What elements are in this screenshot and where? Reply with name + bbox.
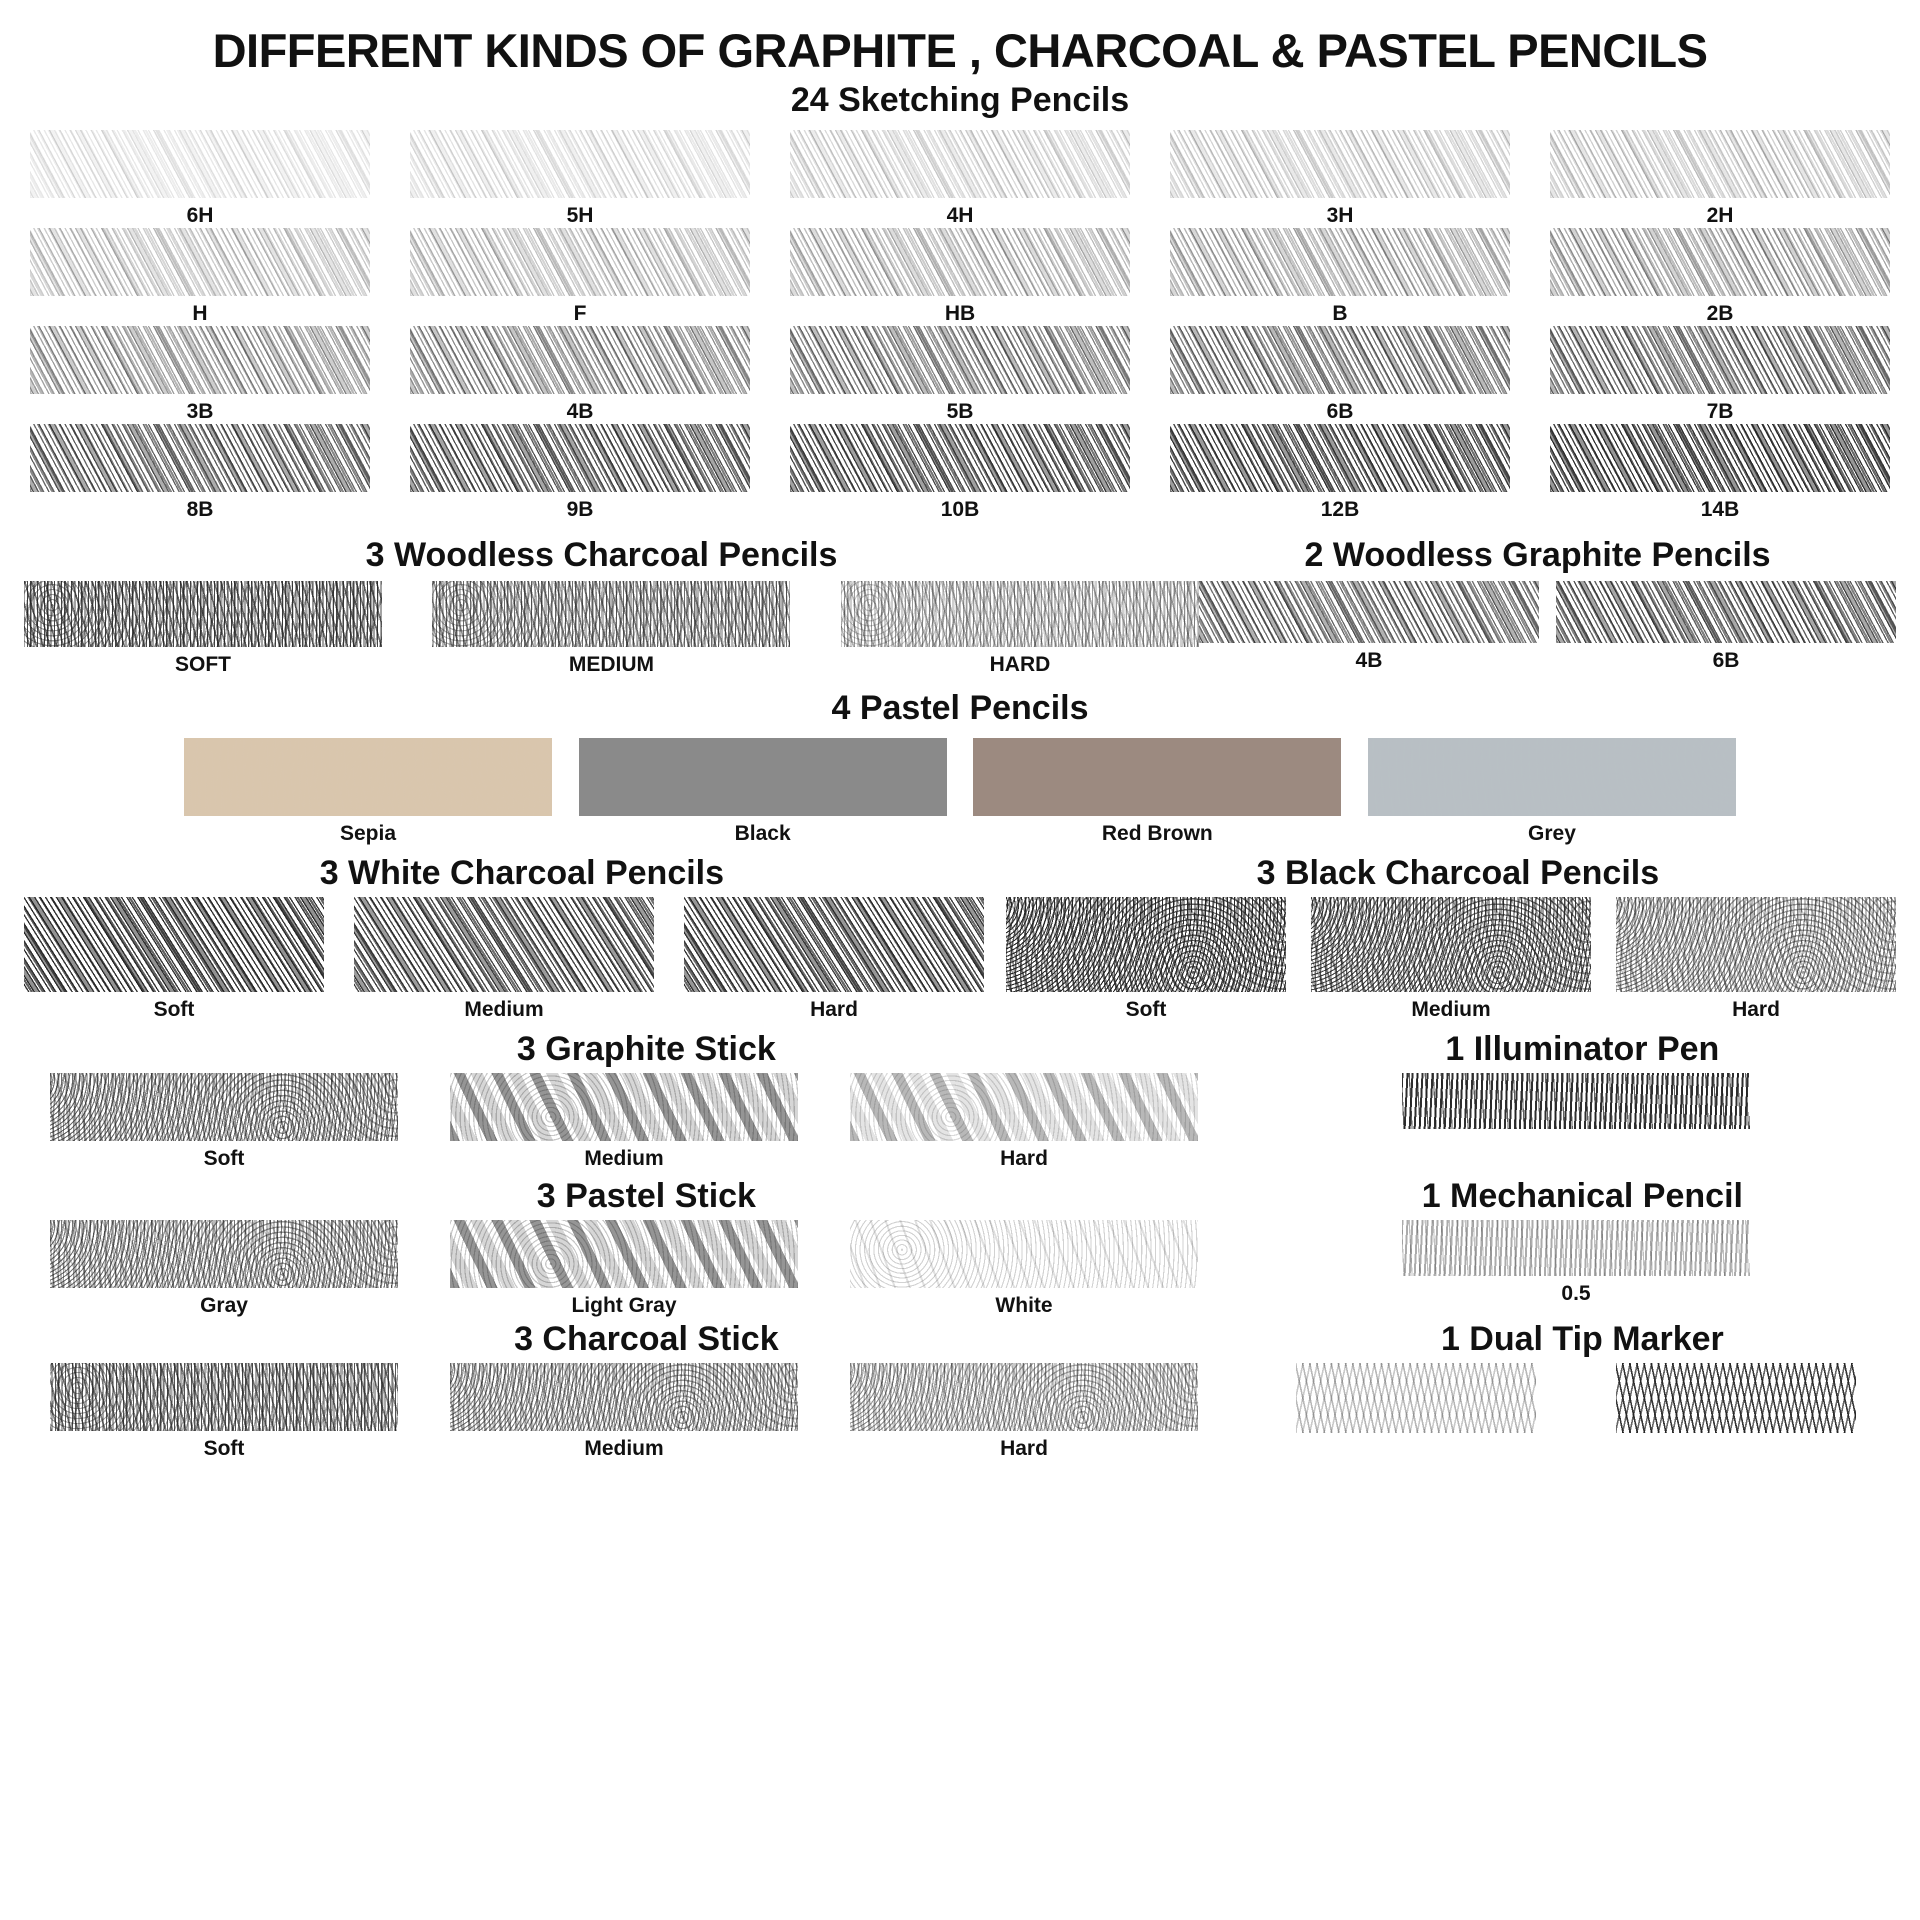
swatch-label: Sepia (339, 822, 397, 846)
pastel-stick-items (24, 1220, 1224, 1318)
swatch-cell (30, 424, 370, 522)
swatch-cell (1170, 228, 1510, 326)
swatch-cell (410, 228, 750, 326)
swatch-cell (1402, 1220, 1750, 1306)
swatch-pastel-sepia (184, 738, 552, 816)
swatch-charcoal-stick-soft (50, 1363, 398, 1431)
charcoal-pencil-headings (24, 854, 1896, 893)
swatch-10b (790, 424, 1130, 492)
swatch-label: 12B (1320, 498, 1360, 522)
swatch-label: Medium (1411, 998, 1491, 1022)
swatch-cell (30, 130, 370, 228)
swatch-label: Black (734, 822, 791, 846)
swatch-4h (790, 130, 1130, 198)
sketching-grid-row-2 (24, 228, 1896, 326)
swatch-cell (850, 1220, 1198, 1318)
swatch-2h (1550, 130, 1890, 198)
swatch-cell (450, 1220, 798, 1318)
swatch-label: 6H (186, 204, 214, 228)
swatch-label: 5B (946, 400, 974, 424)
swatch-woodless-charcoal-hard (841, 581, 1199, 647)
charcoal-pencil-row (24, 897, 1896, 1022)
section-title-black-charcoal: 3 Black Charcoal Pencils (1256, 854, 1660, 893)
swatch-b (1170, 228, 1510, 296)
white-charcoal-items (24, 897, 984, 1022)
swatch-cell (790, 228, 1130, 326)
swatch-black-charcoal-medium (1311, 897, 1591, 992)
woodless-row (24, 581, 1896, 677)
swatch-cell (1368, 738, 1736, 846)
swatch-label: 6B (1712, 649, 1740, 673)
swatch-label: 0.5 (1561, 1282, 1591, 1306)
section-title-graphite-stick: 3 Graphite Stick (516, 1030, 776, 1069)
section-title-sketching: 24 Sketching Pencils (790, 81, 1130, 120)
swatch-cell (1550, 228, 1890, 326)
swatch-cell (30, 326, 370, 424)
swatch-cell (790, 424, 1130, 522)
swatch-cell (50, 1363, 398, 1461)
graphite-stick-items (24, 1073, 1224, 1171)
section-sketching-pencils (24, 81, 1896, 522)
swatch-cell (841, 581, 1199, 677)
swatch-label: Soft (203, 1147, 245, 1171)
section-title-white-charcoal: 3 White Charcoal Pencils (319, 854, 725, 893)
swatch-4b (410, 326, 750, 394)
swatch-label: Medium (584, 1437, 664, 1461)
swatch-pastel-red-brown (973, 738, 1341, 816)
swatch-cell (450, 1363, 798, 1461)
swatch-graphite-stick-hard (850, 1073, 1198, 1141)
swatch-cell (50, 1073, 398, 1171)
swatch-cell (450, 1073, 798, 1171)
swatch-label: F (573, 302, 587, 326)
woodless-charcoal-items (24, 581, 1199, 677)
swatch-hb (790, 228, 1130, 296)
section-title-charcoal-stick: 3 Charcoal Stick (514, 1320, 779, 1359)
swatch-label: 3H (1326, 204, 1354, 228)
mechanical-pencil-items (1256, 1220, 1896, 1306)
section-title-mechanical-pencil: 1 Mechanical Pencil (1421, 1177, 1743, 1216)
swatch-label: 4B (1355, 649, 1383, 673)
swatch-charcoal-stick-hard (850, 1363, 1198, 1431)
woodless-headings (24, 536, 1896, 575)
swatch-h (30, 228, 370, 296)
swatch-14b (1550, 424, 1890, 492)
swatch-white-charcoal-soft (24, 897, 324, 992)
graphite-stick-row (24, 1073, 1896, 1171)
illuminator-pen-items (1256, 1073, 1896, 1129)
swatch-label: 3B (186, 400, 214, 424)
swatch-label: 2B (1706, 302, 1734, 326)
swatch-white-charcoal-hard (684, 897, 984, 992)
swatch-label: 9B (566, 498, 594, 522)
swatch-woodless-charcoal-medium (432, 581, 790, 647)
section-title-woodless-charcoal: 3 Woodless Charcoal Pencils (365, 536, 838, 575)
swatch-label: 5H (566, 204, 594, 228)
swatch-cell (410, 424, 750, 522)
swatch-pastel-stick-gray (50, 1220, 398, 1288)
black-charcoal-items (1006, 897, 1896, 1022)
swatch-cell (24, 581, 382, 677)
swatch-label: Red Brown (1101, 822, 1213, 846)
sketching-grid-row-4 (24, 424, 1896, 522)
swatch-cell (30, 228, 370, 326)
swatch-cell (410, 130, 750, 228)
swatch-label: Medium (464, 998, 544, 1022)
swatch-black-charcoal-soft (1006, 897, 1286, 992)
sketching-grid-row-1 (24, 130, 1896, 228)
swatch-label: Soft (203, 1437, 245, 1461)
section-title-pastel-pencils: 4 Pastel Pencils (831, 689, 1089, 728)
swatch-cell (1556, 581, 1896, 673)
swatch-pastel-stick-light-gray (450, 1220, 798, 1288)
section-title-illuminator-pen: 1 Illuminator Pen (1445, 1030, 1720, 1069)
swatch-label: Hard (1000, 1147, 1048, 1171)
swatch-dual-tip-marker-broad (1616, 1363, 1856, 1433)
swatch-label: White (995, 1294, 1053, 1318)
swatch-cell (1550, 424, 1890, 522)
swatch-pastel-stick-white (850, 1220, 1198, 1288)
swatch-6b (1170, 326, 1510, 394)
woodless-graphite-items (1199, 581, 1896, 673)
swatch-illuminator-pen (1402, 1073, 1750, 1129)
swatch-label: Grey (1528, 822, 1576, 846)
swatch-cell (1170, 424, 1510, 522)
swatch-cell (1311, 897, 1591, 1022)
swatch-cell (1550, 130, 1890, 228)
swatch-label: Soft (1125, 998, 1167, 1022)
swatch-cell (790, 326, 1130, 424)
swatch-cell (1006, 897, 1286, 1022)
swatch-label: Soft (153, 998, 195, 1022)
swatch-cell (432, 581, 790, 677)
swatch-label: Light Gray (571, 1294, 677, 1318)
swatch-label: 2H (1706, 204, 1734, 228)
swatch-cell (973, 738, 1341, 846)
charcoal-stick-row (24, 1363, 1896, 1461)
swatch-label: 10B (940, 498, 980, 522)
swatch-pastel-black (579, 738, 947, 816)
swatch-woodless-graphite-4b (1199, 581, 1539, 643)
swatch-dual-tip-marker-fine (1296, 1363, 1536, 1433)
swatch-woodless-charcoal-soft (24, 581, 382, 647)
swatch-8b (30, 424, 370, 492)
swatch-label: HARD (989, 653, 1051, 677)
swatch-cell (1616, 1363, 1856, 1433)
swatch-label: 7B (1706, 400, 1734, 424)
swatch-label: 14B (1700, 498, 1740, 522)
swatch-cell (1402, 1073, 1750, 1129)
swatch-cell (684, 897, 984, 1022)
swatch-label: SOFT (175, 653, 231, 677)
swatch-label: 6B (1326, 400, 1354, 424)
swatch-label: H (192, 302, 208, 326)
section-pastel-pencils (24, 689, 1896, 846)
swatch-cell (1550, 326, 1890, 424)
section-title-woodless-graphite: 2 Woodless Graphite Pencils (1304, 536, 1771, 575)
swatch-label: 4B (566, 400, 594, 424)
swatch-label: Gray (200, 1294, 248, 1318)
dual-tip-marker-items (1256, 1363, 1896, 1433)
swatch-9b (410, 424, 750, 492)
swatch-6h (30, 130, 370, 198)
swatch-cell (1170, 326, 1510, 424)
graphite-stick-headings (24, 1030, 1896, 1069)
charcoal-stick-headings (24, 1320, 1896, 1359)
swatch-cell (1296, 1363, 1536, 1433)
swatch-woodless-graphite-6b (1556, 581, 1896, 643)
section-title-dual-tip-marker: 1 Dual Tip Marker (1440, 1320, 1724, 1359)
swatch-cell (410, 326, 750, 424)
swatch-cell (50, 1220, 398, 1318)
swatch-label: HB (944, 302, 976, 326)
swatch-graphite-stick-medium (450, 1073, 798, 1141)
swatch-mechanical-pencil (1402, 1220, 1750, 1276)
swatch-5b (790, 326, 1130, 394)
pastel-stick-row (24, 1220, 1896, 1318)
swatch-cell (790, 130, 1130, 228)
swatch-graphite-stick-soft (50, 1073, 398, 1141)
pastel-pencil-items (24, 738, 1896, 846)
swatch-7b (1550, 326, 1890, 394)
swatch-5h (410, 130, 750, 198)
swatch-label: 8B (186, 498, 214, 522)
swatch-cell (1616, 897, 1896, 1022)
section-title-pastel-stick: 3 Pastel Stick (536, 1177, 756, 1216)
swatch-2b (1550, 228, 1890, 296)
swatch-label: Hard (1732, 998, 1780, 1022)
page-title: DIFFERENT KINDS OF GRAPHITE , CHARCOAL & PASTEL PENCILS (212, 24, 1708, 77)
swatch-label: Hard (1000, 1437, 1048, 1461)
swatch-3b (30, 326, 370, 394)
sketching-grid-row-3 (24, 326, 1896, 424)
swatch-12b (1170, 424, 1510, 492)
swatch-black-charcoal-hard (1616, 897, 1896, 992)
swatch-cell (850, 1363, 1198, 1461)
swatch-white-charcoal-medium (354, 897, 654, 992)
pastel-stick-headings (24, 1177, 1896, 1216)
swatch-label: Hard (810, 998, 858, 1022)
swatch-cell (850, 1073, 1198, 1171)
swatch-label: Medium (584, 1147, 664, 1171)
swatch-cell (1170, 130, 1510, 228)
swatch-f (410, 228, 750, 296)
swatch-label: 4H (946, 204, 974, 228)
swatch-pastel-grey (1368, 738, 1736, 816)
swatch-charcoal-stick-medium (450, 1363, 798, 1431)
charcoal-stick-items (24, 1363, 1224, 1461)
swatch-cell (184, 738, 552, 846)
swatch-cell (24, 897, 324, 1022)
swatch-cell (1199, 581, 1539, 673)
swatch-3h (1170, 130, 1510, 198)
swatch-cell (579, 738, 947, 846)
swatch-label: MEDIUM (568, 653, 655, 677)
swatch-cell (354, 897, 654, 1022)
swatch-label: B (1332, 302, 1348, 326)
